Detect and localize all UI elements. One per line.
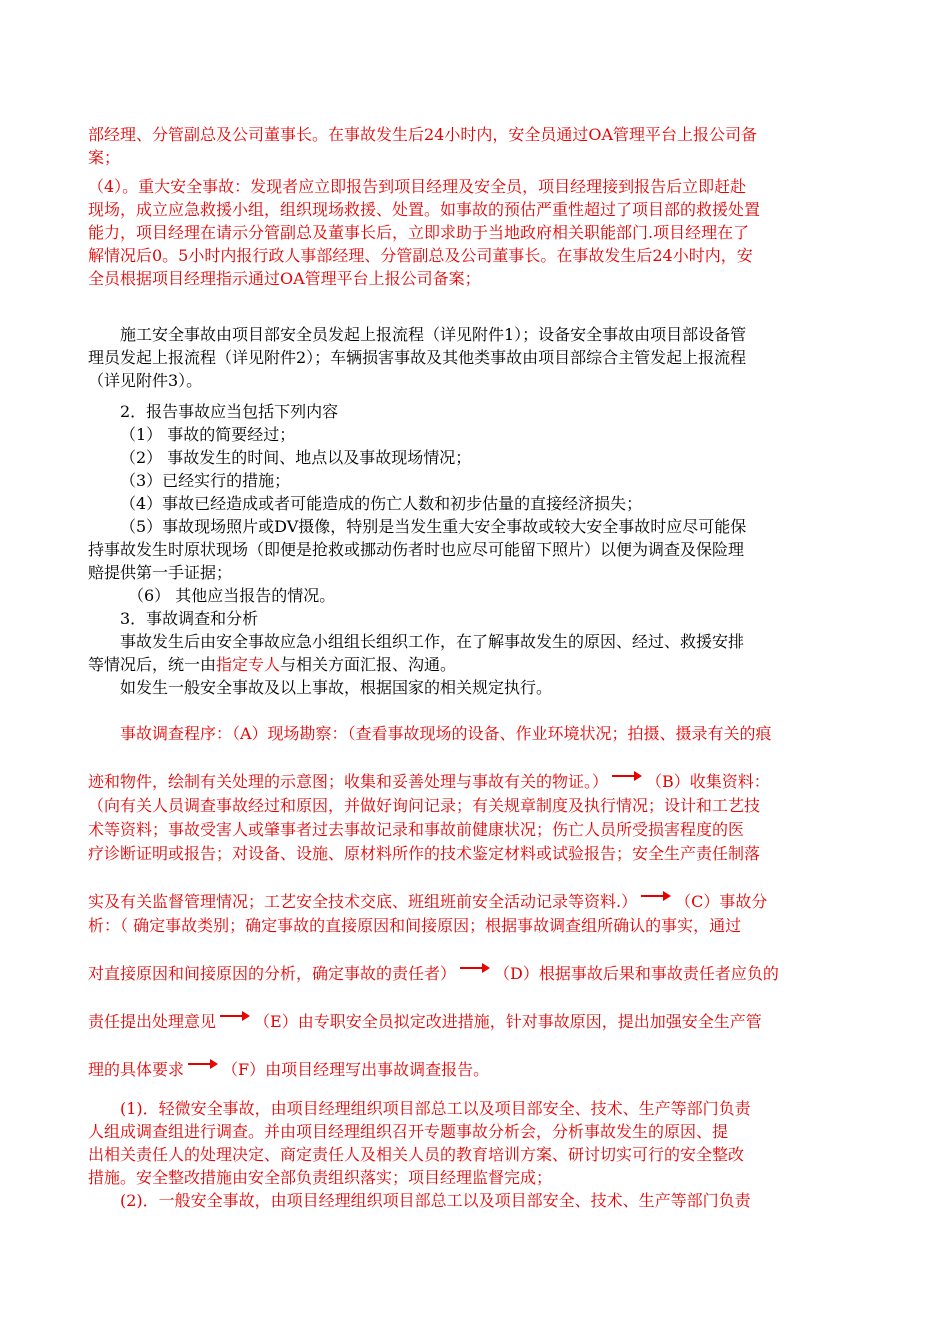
paragraph-notification-general [88, 123, 866, 169]
text-line: 疗诊断证明或报告；对设备、设施、原材料所作的技术鉴定材料或试验报告；安全生产责任制落 [88, 844, 761, 863]
text-line [88, 890, 866, 914]
paragraph-report-flow [88, 323, 866, 392]
text-line: 部经理、分管副总及公司董事长。在事故发生后24小时内，安全员通过OA管理平台上报公司备 [88, 125, 758, 144]
text-line: 案； [88, 148, 121, 167]
text-line: （向有关人员调查事故经过和原因，并做好询问记录；有关规章制度及执行情况；设计和工艺技 [88, 796, 761, 815]
highlight-span: 指定专人 [216, 655, 281, 674]
text-span: （F）由项目经理写出事故调查报告。 [222, 1060, 490, 1079]
text-span: 实及有关监督管理情况；工艺安全技术交底、班组班前安全活动记录等资料.） [88, 892, 638, 911]
paragraph-major-accident [88, 175, 866, 290]
text-line [88, 962, 866, 1010]
text-line: (1)．轻微安全事故，由项目经理组织项目部总工以及项目部安全、技术、生产等部门负责 [120, 1099, 751, 1118]
text-line: 施工安全事故由项目部安全员发起上报流程（详见附件1）；设备安全事故由项目部设备管 [120, 325, 747, 344]
list-item: （3）已经实行的措施； [120, 471, 291, 490]
text-line: 人组成调查组进行调查。并由项目经理组织召开专题事故分析会，分析事故发生的原因、提 [88, 1122, 729, 1141]
text-line [88, 1058, 866, 1082]
text-span: 迹和物件，绘制有关处理的示意图；收集和妥善处理与事故有关的物证。） [88, 772, 609, 791]
text-line: （详见附件3）。 [88, 371, 203, 390]
text-span: 等情况后，统一由 [88, 655, 217, 674]
section-heading: 2．报告事故应当包括下列内容 [120, 402, 339, 421]
text-line: 能力，项目经理在请示分管副总及董事长后，立即求助于当地政府相关职能部门.项目经理在了 [88, 223, 750, 242]
text-span: （E）由专职安全员拟定改进措施，针对事故原因，提出加强安全生产管 [254, 1012, 762, 1031]
text-span: （C）事故分 [675, 892, 768, 911]
text-line [88, 1010, 866, 1058]
text-span: 理的具体要求 [88, 1060, 185, 1079]
list-item: （4）事故已经造成或者可能造成的伤亡人数和初步估量的直接经济损失； [120, 494, 643, 513]
text-span: 责任提出处理意见 [88, 1012, 217, 1031]
text-line: 事故调查程序：（A）现场勘察：（查看事故现场的设备、作业环境状况；拍摄、摄录有关的痕 [120, 724, 772, 743]
arrow-icon [220, 1011, 250, 1021]
arrow-icon [460, 963, 490, 973]
text-span: （B）收集资料： [646, 772, 770, 791]
arrow-icon [641, 891, 671, 901]
text-line [88, 770, 866, 794]
list-item: （2） 事故发生的时间、地点以及事故现场情况； [120, 448, 472, 467]
text-line: (2)．一般安全事故，由项目经理组织项目部总工以及项目部安全、技术、生产等部门负责 [120, 1191, 751, 1210]
text-line: 如发生一般安全事故及以上事故，根据国家的相关规定执行。 [120, 678, 553, 697]
text-line: 措施。安全整改措施由安全部负责组织落实；项目经理监督完成； [88, 1168, 553, 1187]
text-line: 理员发起上报流程（详见附件2）；车辆损害事故及其他类事故由项目部综合主管发起上报流程 [88, 348, 747, 367]
text-line: 现场，成立应急救援小组，组织现场救援、处置。如事故的预估严重性超过了项目部的救援处置 [88, 200, 761, 219]
text-span: （D）根据事故后果和事故责任者应负的 [494, 964, 779, 983]
text-line: 全员根据项目经理指示通过OA管理平台上报公司备案； [88, 269, 481, 288]
text-line: （4）。重大安全事故：发现者应立即报告到项目经理及安全员，项目经理接到报告后立即赶赴 [88, 177, 747, 196]
text-line: 析：（ 确定事故类别；确定事故的直接原因和间接原因；根据事故调查组所确认的事实，通过 [88, 916, 742, 935]
investigation-procedure [88, 722, 866, 1082]
text-line: 出相关责任人的处理决定、商定责任人及相关人员的教育培训方案、研讨切实可行的安全整改 [88, 1145, 745, 1164]
arrow-icon [612, 771, 642, 781]
list-item: （1） 事故的简要经过； [120, 425, 296, 444]
section-report-content [88, 400, 866, 699]
text-line [88, 653, 866, 676]
text-line: 术等资料；事故受害人或肇事者过去事故记录和事故前健康状况；伤亡人员所受损害程度的医 [88, 820, 745, 839]
arrow-icon [188, 1059, 218, 1069]
list-item: （5）事故现场照片或DV摄像，特别是当发生重大安全事故或较大安全事故时应尽可能保 [120, 517, 747, 536]
text-line: 解情况后0。5小时内报行政人事部经理、分管副总及公司董事长。在事故发生后24小时内，安 [88, 246, 753, 265]
text-line: 事故发生后由安全事故应急小组组长组织工作，在了解事故发生的原因、经过、救援安排 [120, 632, 745, 651]
list-item-cont: 赔提供第一手证据； [88, 563, 233, 582]
section-heading: 3．事故调查和分析 [120, 609, 259, 628]
list-item-cont: 持事故发生时原状现场（即便是抢救或挪动伤者时也应尽可能留下照片）以便为调查及保险理 [88, 540, 745, 559]
text-span: 对直接原因和间接原因的分析，确定事故的责任者） [88, 964, 457, 983]
paragraph-minor-accident [88, 1097, 866, 1212]
text-span: 与相关方面汇报、沟通。 [280, 655, 457, 674]
list-item: （6） 其他应当报告的情况。 [128, 586, 336, 605]
